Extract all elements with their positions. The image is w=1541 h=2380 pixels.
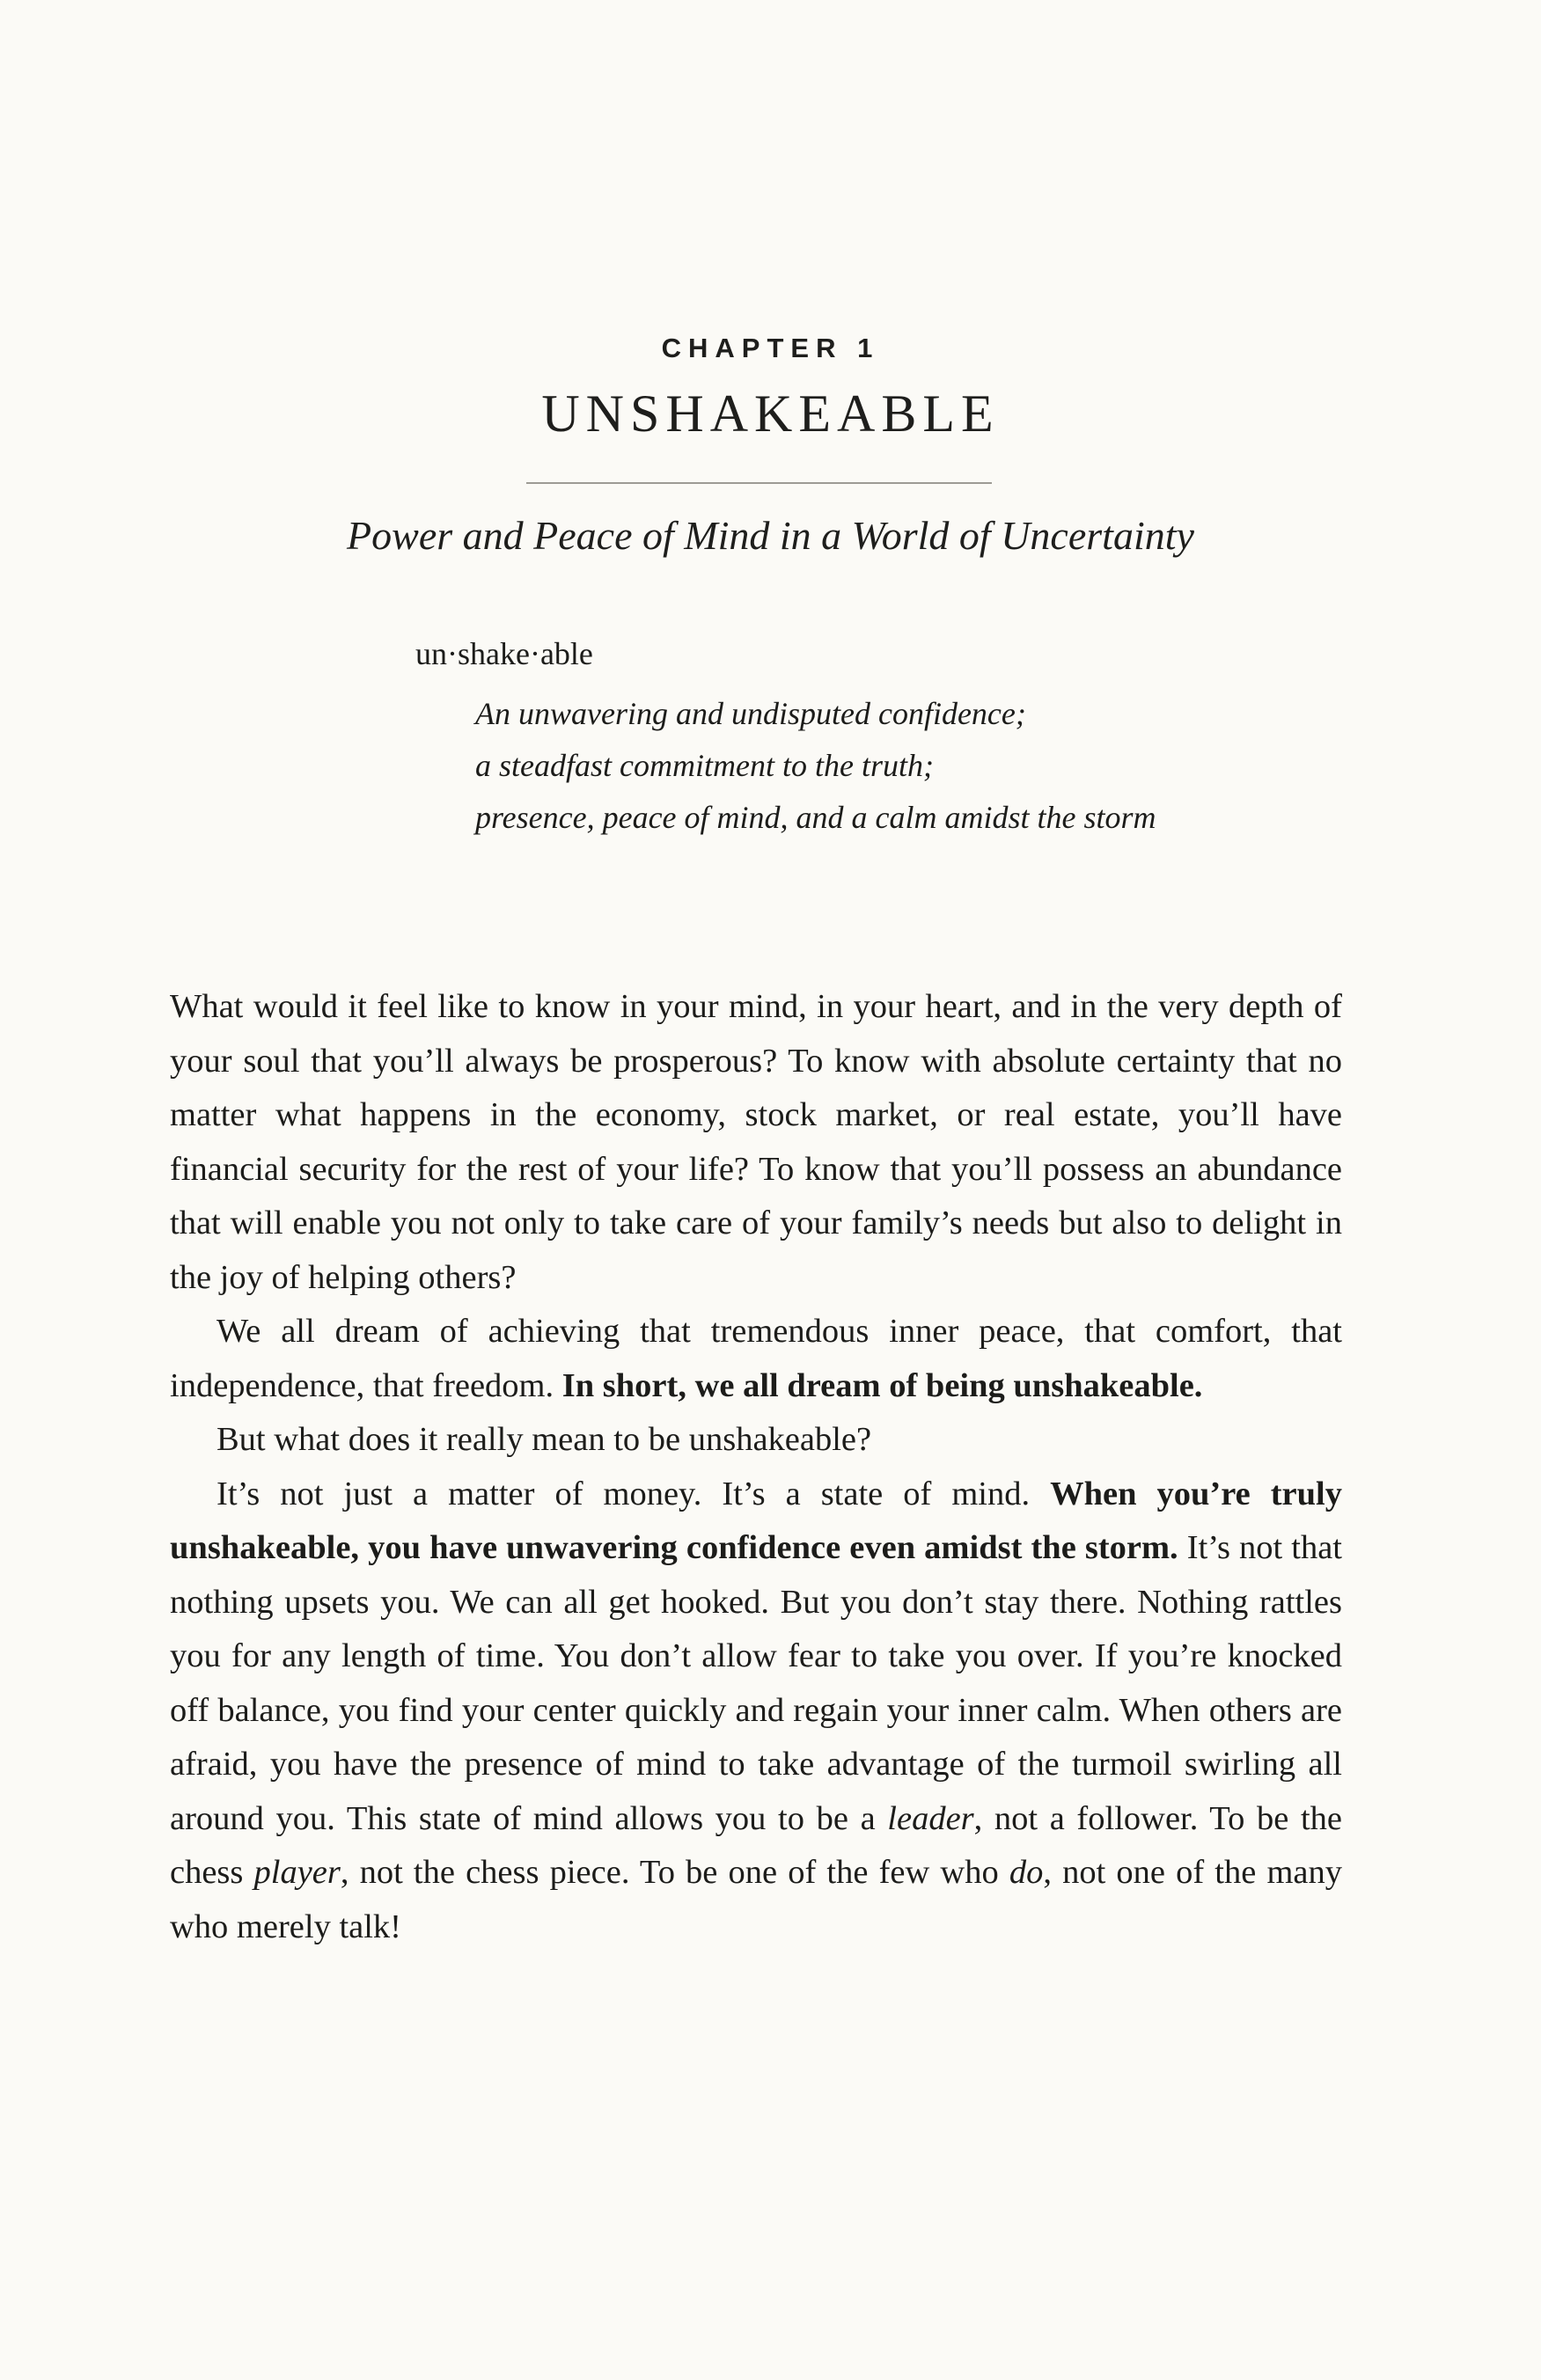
chapter-title: UNSHAKEABLE [541, 384, 1000, 443]
bold-emphasis: When you’re truly unshakeable, you have unwavering confidence even amidst the storm. [170, 1475, 1342, 1566]
paragraph-text: What would it feel like to know in your mind, in your heart, and in the very depth of your soul that you’ll always be prosperous? To know with absolute certainty that no matter what happens in the economy, stock market, or real estate, you’ll have financial security for the rest of your life? To know that you’ll possess an abundance that will enable you not only to take care of your family’s needs but also to delight in the joy of helping others? [170, 988, 1342, 1296]
title-divider [526, 482, 992, 484]
definition-line: presence, peace of mind, and a calm amidst the storm [475, 800, 1156, 835]
paragraph-2 [170, 1305, 1342, 1413]
paragraph-text: But what does it really mean to be unshakeable? [216, 1421, 872, 1458]
chapter-subtitle: Power and Peace of Mind in a World of Uncertainty [347, 513, 1194, 558]
paragraph-text: It’s not that nothing upsets you. We can all get hooked. But you don’t stay there. Nothing rattles you for any length of time. You don’t allow fear to take you over. If you’re knocked off balance, you find your center quickly and regain your inner calm. When others are afraid, you have the presence of mind to take advantage of the turmoil swirling all around you. This state of mind allows you to be a [170, 1529, 1342, 1837]
bold-emphasis: In short, we all dream of being unshakeable. [561, 1366, 1203, 1404]
definition-word: un·shake·able [415, 636, 593, 671]
body-text [170, 980, 1342, 1954]
paragraph-text: , not a follower. To be the chess [170, 1799, 1342, 1891]
paragraph-text: We all dream of achieving that tremendous inner peace, that comfort, that independence, that freedom. [170, 1313, 1342, 1404]
definition-line: a steadfast commitment to the truth; [475, 748, 934, 783]
definition-line: An unwavering and undisputed confidence; [475, 696, 1026, 731]
italic-emphasis: do [1009, 1854, 1044, 1891]
paragraph-3 [170, 1413, 1342, 1468]
italic-emphasis: player [253, 1854, 341, 1891]
chapter-label: CHAPTER 1 [661, 333, 880, 363]
paragraph-text: It’s not just a matter of money. It’s a state of mind. [216, 1475, 1051, 1512]
definition-block [415, 633, 1295, 844]
paragraph-text: , not the chess piece. To be one of the few who [340, 1854, 1009, 1891]
paragraph-1 [170, 980, 1342, 1305]
paragraph-text: , not one of the many who merely talk! [170, 1854, 1342, 1945]
italic-emphasis: leader [887, 1799, 974, 1837]
paragraph-4 [170, 1468, 1342, 1955]
